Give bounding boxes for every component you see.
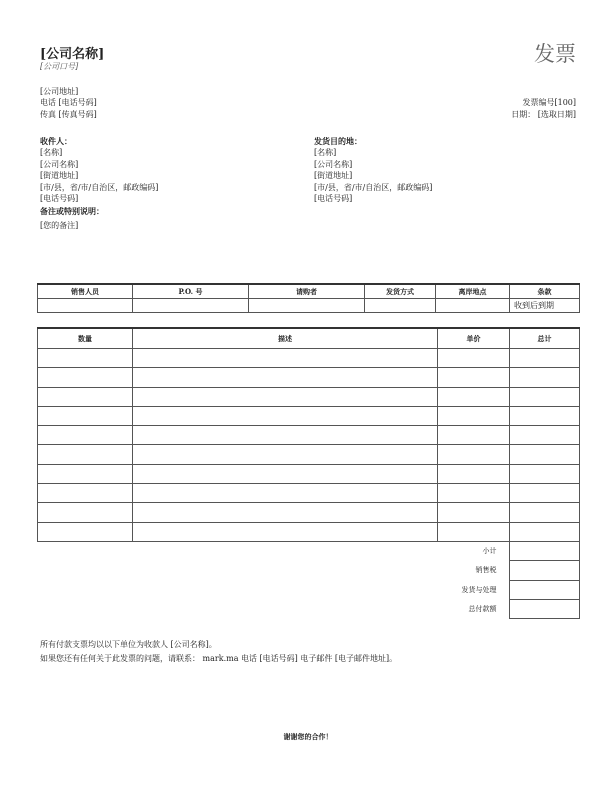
- cell[interactable]: [438, 349, 510, 368]
- cell[interactable]: [510, 368, 580, 387]
- total-due-value[interactable]: [509, 599, 580, 618]
- thanks-text: 谢谢您的合作！: [283, 732, 333, 741]
- cell[interactable]: [38, 387, 133, 406]
- total-due-label: 总付款额: [468, 605, 497, 614]
- shipping-label: 发货与处理: [461, 585, 497, 594]
- bill-to-heading: 收件人：: [40, 136, 72, 146]
- cell[interactable]: [510, 426, 580, 445]
- notes-text: [您的备注]: [40, 220, 79, 230]
- cell[interactable]: [438, 387, 510, 406]
- cell[interactable]: [438, 406, 510, 425]
- table-row: [38, 445, 580, 464]
- notes-heading: 备注或特别说明：: [40, 206, 104, 217]
- table-row: [38, 349, 580, 368]
- col-fob: 离岸地点: [436, 284, 510, 299]
- cell[interactable]: [510, 445, 580, 464]
- table-row: [38, 426, 580, 445]
- bill-to-line: [名称]: [40, 148, 63, 158]
- table-row: [38, 368, 580, 387]
- cell[interactable]: [365, 299, 436, 313]
- cell[interactable]: [38, 406, 133, 425]
- cell[interactable]: [510, 522, 580, 541]
- cell[interactable]: [38, 368, 133, 387]
- cell[interactable]: [438, 368, 510, 387]
- table-row: [38, 503, 580, 522]
- cell[interactable]: [133, 299, 249, 313]
- cell[interactable]: [38, 484, 133, 503]
- cell[interactable]: [38, 426, 133, 445]
- footer-payable: 所有付款支票均以以下单位为收款人 [公司名称]。: [40, 640, 217, 649]
- subtotal-label: 小计: [482, 547, 497, 556]
- bill-to-line: [电话号码]: [40, 194, 79, 204]
- ship-to-line: [名称]: [314, 148, 337, 158]
- cell[interactable]: [133, 522, 438, 541]
- col-description: 描述: [133, 328, 438, 349]
- table-row: [38, 464, 580, 483]
- subtotal-value[interactable]: [509, 542, 580, 561]
- col-ship-via: 发货方式: [365, 284, 436, 299]
- ship-to-heading: 发货目的地：: [314, 136, 362, 146]
- bill-to-line: [街道地址]: [40, 171, 79, 181]
- bill-to: [40, 136, 158, 231]
- table-row: [38, 299, 580, 313]
- cell[interactable]: [438, 426, 510, 445]
- company-slogan: [公司口号]: [40, 62, 79, 71]
- sales-tax-value[interactable]: [509, 561, 580, 580]
- cell[interactable]: [133, 349, 438, 368]
- ship-to-line: [公司名称]: [314, 159, 353, 169]
- cell[interactable]: [38, 522, 133, 541]
- cell[interactable]: [133, 406, 438, 425]
- cell[interactable]: [436, 299, 510, 313]
- cell[interactable]: [133, 503, 438, 522]
- table-row: [38, 484, 580, 503]
- invoice-date: 日期： [选取日期]: [511, 110, 576, 119]
- cell[interactable]: [133, 464, 438, 483]
- cell[interactable]: [133, 387, 438, 406]
- col-unit-price: 单价: [438, 328, 510, 349]
- invoice-title: 发票: [534, 42, 576, 66]
- table-row: [38, 522, 580, 541]
- company-fax: 传真 [传真号码]: [40, 110, 97, 119]
- company-name: [公司名称]: [40, 47, 105, 62]
- cell[interactable]: [38, 349, 133, 368]
- col-total: 总计: [510, 328, 580, 349]
- items-table: [37, 327, 580, 542]
- cell[interactable]: [38, 503, 133, 522]
- cell[interactable]: [133, 484, 438, 503]
- ship-to-line: [电话号码]: [314, 194, 353, 204]
- cell[interactable]: [510, 464, 580, 483]
- invoice-number: 发票编号[100]: [522, 98, 576, 107]
- ship-to-line: [街道地址]: [314, 171, 353, 181]
- ship-to: [314, 136, 432, 204]
- company-address: [公司地址]: [40, 87, 79, 96]
- ship-to-line: [市/县，省/市/自治区，邮政编码]: [314, 182, 433, 192]
- order-table: [37, 283, 580, 313]
- cell[interactable]: [38, 445, 133, 464]
- cell[interactable]: [510, 503, 580, 522]
- table-row: [38, 406, 580, 425]
- cell[interactable]: [133, 368, 438, 387]
- bill-to-line: [公司名称]: [40, 159, 79, 169]
- shipping-value[interactable]: [509, 580, 580, 599]
- bill-to-line: [市/县，省/市/自治区，邮政编码]: [40, 182, 159, 192]
- totals-table: [37, 541, 580, 619]
- col-salesperson: 销售人员: [38, 284, 133, 299]
- col-quantity: 数量: [38, 328, 133, 349]
- cell[interactable]: [438, 464, 510, 483]
- col-terms: 条款: [510, 284, 580, 299]
- company-phone: 电话 [电话号码]: [40, 98, 97, 107]
- cell[interactable]: [438, 445, 510, 464]
- sales-tax-label: 销售税: [475, 566, 497, 575]
- terms-value[interactable]: 收到后到期: [510, 299, 580, 313]
- footer-contact: 如果您还有任何关于此发票的问题，请联系： mark.ma 电话 [电话号码] 电子邮件 [电子邮件地址]。: [40, 654, 398, 663]
- cell[interactable]: [438, 503, 510, 522]
- cell[interactable]: [510, 406, 580, 425]
- cell[interactable]: [438, 484, 510, 503]
- cell[interactable]: [38, 464, 133, 483]
- col-po: P.O. 号: [133, 284, 249, 299]
- cell[interactable]: [38, 299, 133, 313]
- col-requisitioner: 请购者: [249, 284, 365, 299]
- cell[interactable]: [510, 349, 580, 368]
- cell[interactable]: [510, 484, 580, 503]
- table-row: [38, 387, 580, 406]
- cell[interactable]: [133, 445, 438, 464]
- cell[interactable]: [438, 522, 510, 541]
- cell[interactable]: [510, 387, 580, 406]
- cell[interactable]: [133, 426, 438, 445]
- cell[interactable]: [249, 299, 365, 313]
